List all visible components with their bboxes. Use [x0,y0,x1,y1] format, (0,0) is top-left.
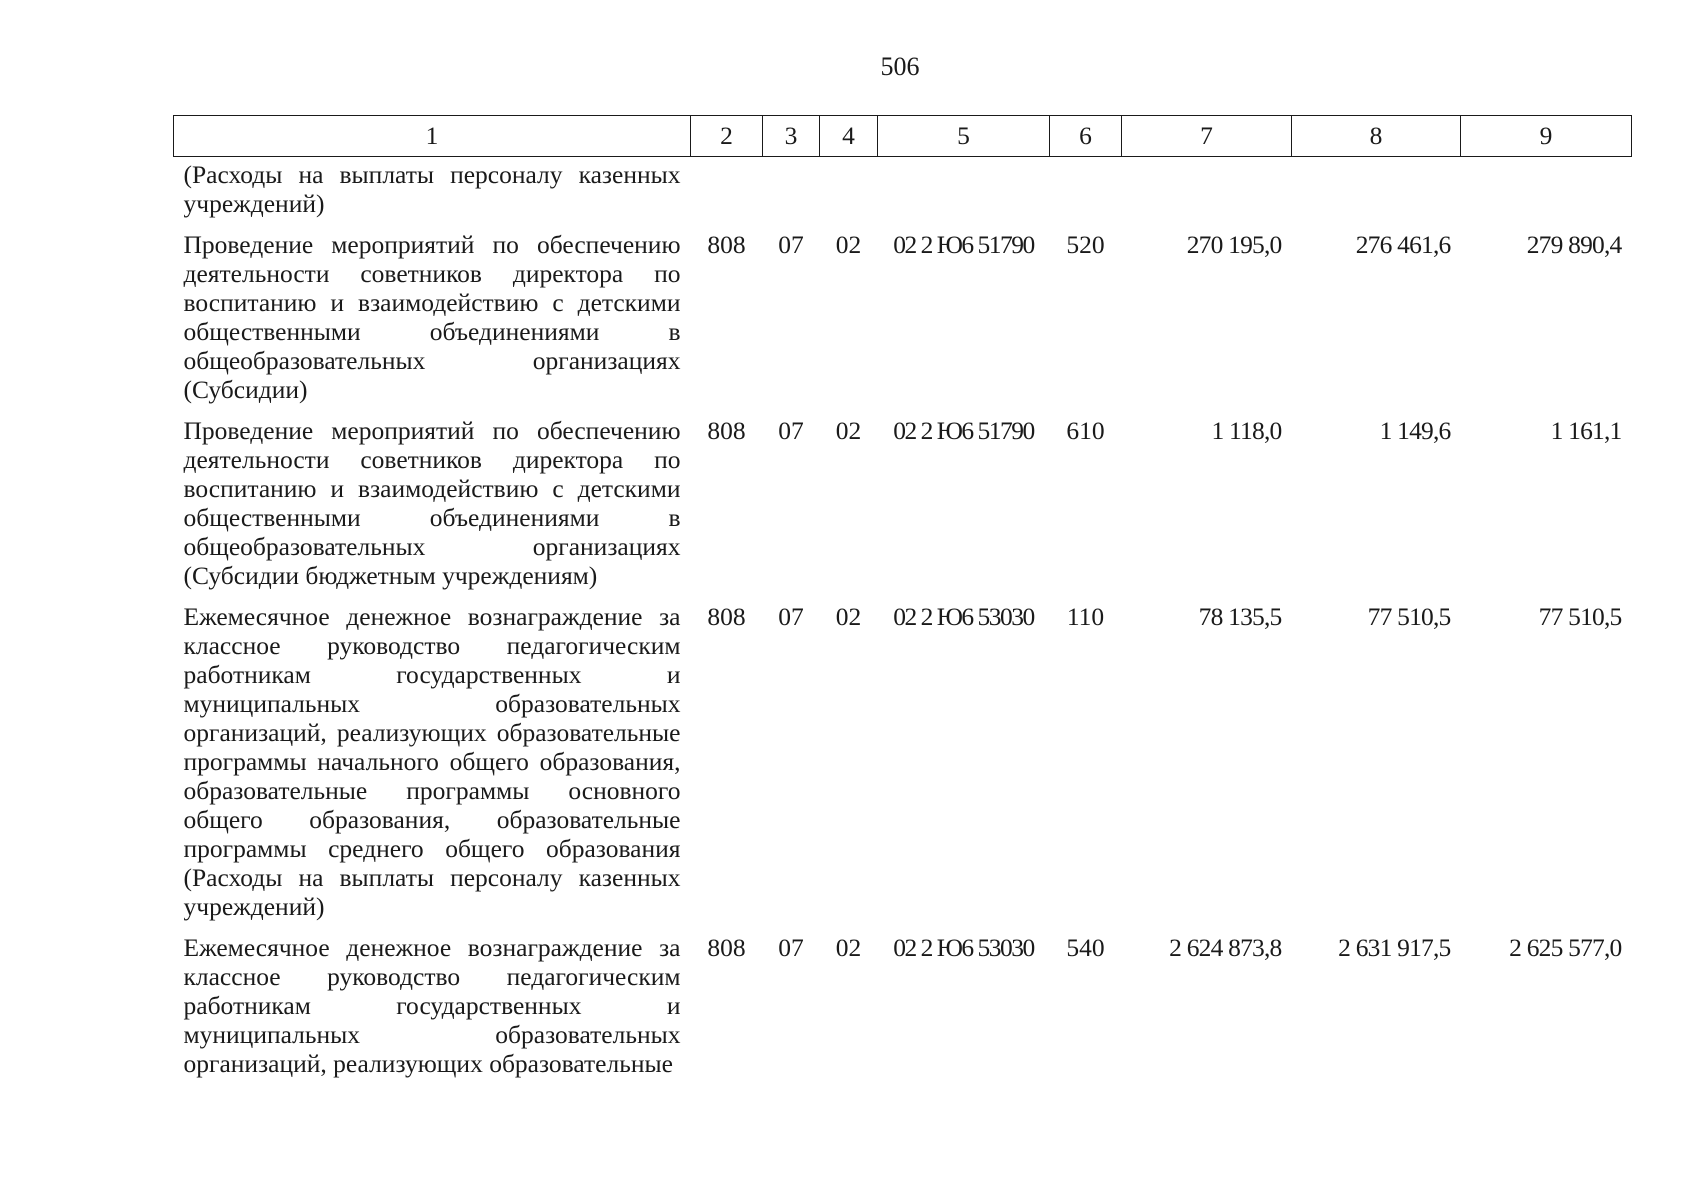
header-cell: 3 [763,116,820,157]
header-cell: 9 [1461,116,1632,157]
amount-col8: 1 149,6 [1379,416,1451,445]
ministry-code: 808 [707,602,746,631]
section-code: 07 [778,230,804,259]
header-cell: 8 [1292,116,1461,157]
amount-col7: 270 195,0 [1186,230,1282,259]
section-code: 07 [778,933,804,962]
expense-type-code: 110 [1066,602,1105,631]
target-article-code: 02 2 Ю6 51790 [893,416,1034,445]
amount-col7: 78 135,5 [1198,602,1282,631]
row-description: (Расходы на выплаты персоналу казенных учреждений) [183,160,681,218]
amount-col8: 276 461,6 [1355,230,1451,259]
ministry-code: 808 [707,933,746,962]
section-code: 07 [778,602,804,631]
header-cell: 5 [878,116,1050,157]
table-row [174,921,1632,1078]
subsection-code: 02 [835,416,862,445]
ministry-code [691,157,763,219]
amount-col9: 1 161,1 [1550,416,1622,445]
ministry-code: 808 [707,230,746,259]
header-cell: 1 [174,116,691,157]
subsection-code: 02 [835,602,862,631]
amount-col9: 77 510,5 [1538,602,1622,631]
section-code: 07 [778,416,804,445]
row-description: Ежемесячное денежное вознаграждение за классное руководство педагогическим работникам государственных и муниципальных образовательных организаций, реализующих образовательные [183,933,681,1078]
section-code [763,157,820,219]
page-number: 506 [880,52,920,81]
target-article-code: 02 2 Ю6 53030 [893,602,1034,631]
subsection-code [820,157,878,219]
amount-col7 [1122,157,1292,219]
amount-col9: 279 890,4 [1526,230,1622,259]
amount-col7: 2 624 873,8 [1169,933,1282,962]
header-cell: 4 [820,116,878,157]
expense-type-code: 610 [1066,416,1105,445]
subsection-code: 02 [835,933,862,962]
ministry-code: 808 [707,416,746,445]
amount-col7: 1 118,0 [1211,416,1282,445]
row-description: Проведение мероприятий по обеспечению деятельности советников директора по воспитанию и взаимодействию с детскими общественными объединениями в общеобразовательных организациях (Субсидии бюджетным учреждениям) [183,416,681,590]
amount-col9 [1461,157,1632,219]
header-cell: 7 [1122,116,1292,157]
row-description: Проведение мероприятий по обеспечению деятельности советников директора по воспитанию и взаимодействию с детскими общественными объединениями в общеобразовательных организациях (Субсидии) [183,230,681,404]
target-article-code [878,157,1050,219]
table-row [174,157,1632,219]
expense-type-code [1050,157,1122,219]
row-description: Ежемесячное денежное вознаграждение за классное руководство педагогическим работникам государственных и муниципальных образовательных организаций, реализующих образовательные программы начального общего образования, образовательные программы основного общего образования, образовательные программы среднего общего образования (Расходы на выплаты персоналу казенных учреждений) [183,602,681,921]
expense-type-code: 540 [1066,933,1105,962]
target-article-code: 02 2 Ю6 51790 [893,230,1034,259]
budget-table [173,115,1632,1078]
amount-col8: 2 631 917,5 [1338,933,1451,962]
header-cell: 6 [1050,116,1122,157]
amount-col8 [1292,157,1461,219]
subsection-code: 02 [835,230,862,259]
amount-col8: 77 510,5 [1367,602,1451,631]
amount-col9: 2 625 577,0 [1509,933,1622,962]
table-row [174,404,1632,590]
header-cell: 2 [691,116,763,157]
expense-type-code: 520 [1066,230,1105,259]
table-row [174,590,1632,921]
table-row [174,218,1632,404]
target-article-code: 02 2 Ю6 53030 [893,933,1034,962]
table-header-row [174,116,1632,157]
